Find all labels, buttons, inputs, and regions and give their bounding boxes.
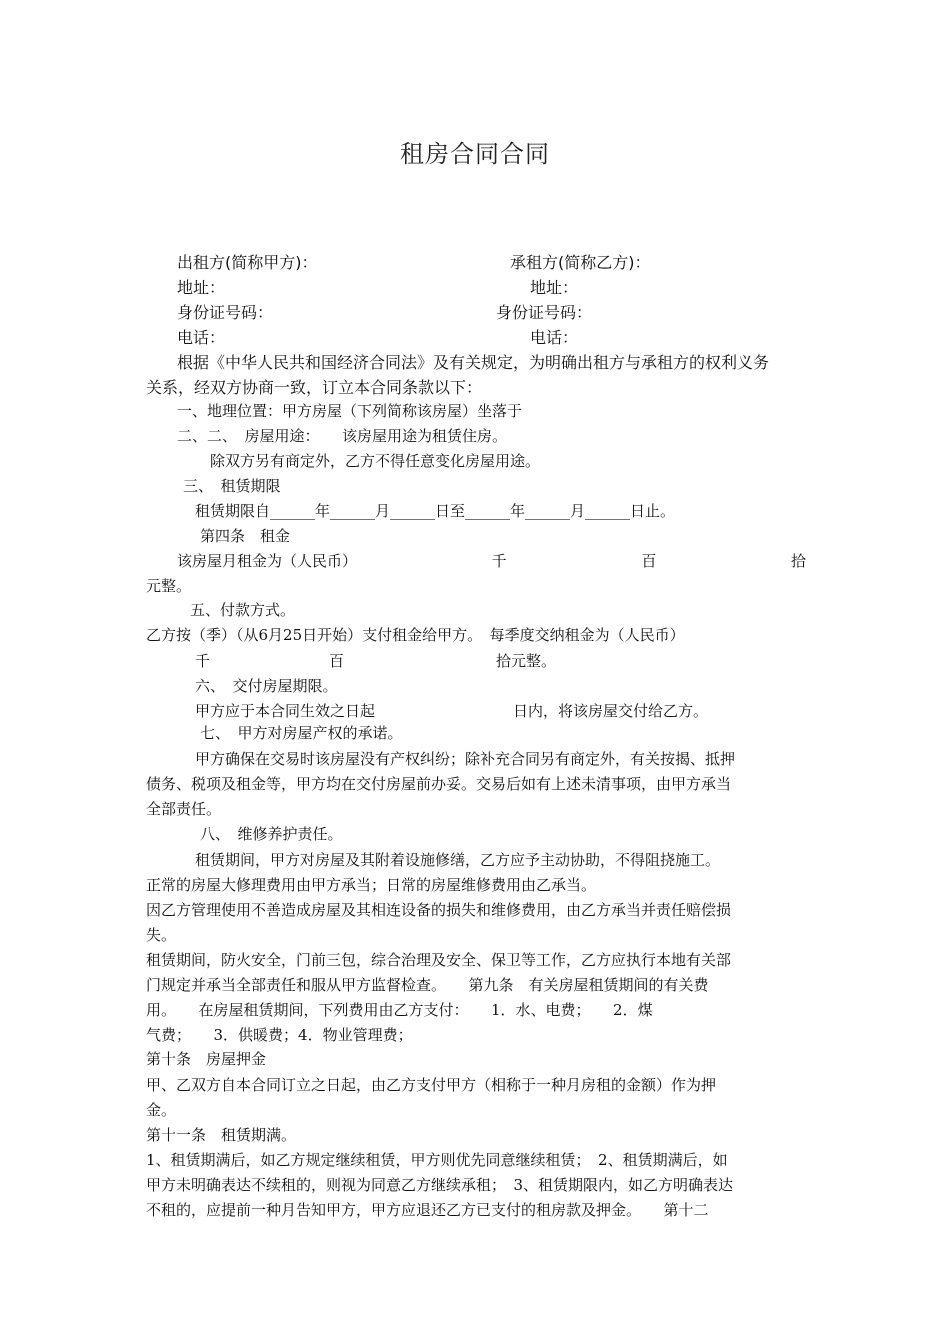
- clause-payment-heading: 五、付款方式。: [190, 601, 296, 619]
- landlord-label: 出租方(简称甲方)：: [177, 253, 318, 272]
- preamble-line: 关系，经双方协商一致，订立本合同条款以下：: [146, 378, 483, 397]
- clause-maintenance-text: 失。: [146, 926, 177, 944]
- clause-rent-heading: 第四条 租金: [200, 527, 291, 545]
- clause-expiry-heading: 第十一条 租赁期满。: [146, 1126, 297, 1144]
- clause-ownership-text: 债务、税项及租金等，甲方均在交付房屋前办妥。交易后如有上述未清事项，由甲方承当: [146, 775, 732, 793]
- document-title: 租房合同合同: [400, 140, 550, 168]
- rent-hundred: 百: [641, 552, 657, 570]
- clause-deposit-heading: 第十条 房屋押金: [146, 1050, 267, 1068]
- rent-amount-label: 该房屋月租金为（人民币）: [177, 552, 358, 570]
- rent-amount-line: [177, 551, 806, 571]
- clause-fees-text: 气费； 3．供暖费；4．物业管理费；: [146, 1026, 413, 1044]
- clause-delivery-heading: 六、 交付房屋期限。: [195, 677, 338, 695]
- clause-ownership-heading: 七、 甲方对房屋产权的承诺。: [200, 724, 403, 742]
- clause-safety-text: 门规定并承当全部责任和服从甲方监督检查。 第九条 有关房屋租赁期间的有关费: [146, 976, 709, 994]
- preamble-line: 根据《中华人民共和国经济合同法》及有关规定，为明确出租方与承租方的权利义务: [177, 353, 770, 372]
- clause-term-heading: 三、 租赁期限: [183, 477, 281, 495]
- clause-maintenance-text: 因乙方管理使用不善造成房屋及其相连设备的损失和维修费用，由乙方承当并责任赔偿损: [146, 901, 732, 919]
- clause-expiry-text: 不租的，应提前一种月告知甲方，甲方应退还乙方已支付的租房款及押金。 第十二: [146, 1201, 709, 1219]
- clause-maintenance-heading: 八、 维修养护责任。: [200, 825, 343, 843]
- landlord-phone-label: 电话：: [177, 328, 226, 347]
- tenant-id-label: 身份证号码：: [496, 303, 593, 322]
- landlord-address-label: 地址：: [177, 278, 226, 297]
- tenant-label: 承租方(简称乙方)：: [510, 253, 651, 272]
- clause-fees-text: 用。 在房屋租赁期间，下列费用由乙方支付： 1．水、电费； 2．煤: [146, 1001, 653, 1019]
- clause-usage: 二、二、 房屋用途： 该房屋用途为租赁住房。: [177, 427, 508, 445]
- clause-term-dates: 租赁期限自______年______月______日至______年______月______日止。: [195, 502, 676, 520]
- clause-maintenance-text: 租赁期间，甲方对房屋及其附着设施修缮，乙方应予主动协助，不得阻挠施工。: [195, 851, 721, 869]
- clause-deposit-text: 甲、乙双方自本合同订立之日起，由乙方支付甲方（相称于一种月房租的金额）作为押: [146, 1076, 717, 1094]
- payment-hundred: 百: [329, 652, 345, 670]
- clause-delivery-text: 甲方应于本合同生效之日起: [195, 702, 376, 720]
- payment-thousand: 千: [195, 652, 211, 670]
- rent-ten: 拾: [790, 552, 806, 570]
- clause-safety-text: 租赁期间，防火安全，门前三包，综合治理及安全、保卫等工作，乙方应执行本地有关部: [146, 951, 732, 969]
- clause-usage-note: 除双方另有商定外，乙方不得任意变化房屋用途。: [210, 452, 541, 470]
- clause-ownership-text: 甲方确保在交易时该房屋没有产权纠纷；除补充合同另有商定外，有关按揭、抵押: [195, 750, 736, 768]
- clause-delivery-text-end: 日内，将该房屋交付给乙方。: [513, 702, 709, 720]
- clause-expiry-text: 1、租赁期满后，如乙方规定继续租赁，甲方则优先同意继续租赁； 2、租赁期满后，如: [146, 1151, 728, 1169]
- clause-expiry-text: 甲方未明确表达不续租的，则视为同意乙方继续承租； 3、租赁期限内，如乙方明确表达: [146, 1176, 734, 1194]
- clause-deposit-text: 金。: [146, 1101, 177, 1119]
- rent-thousand: 千: [491, 552, 507, 570]
- landlord-id-label: 身份证号码：: [177, 303, 274, 322]
- rent-amount-end: 元整。: [146, 577, 192, 595]
- tenant-address-label: 地址：: [530, 278, 579, 297]
- tenant-phone-label: 电话：: [530, 328, 579, 347]
- payment-ten: 拾元整。: [496, 652, 557, 670]
- clause-payment-text: 乙方按（季）（从6月25日开始）支付租金给甲方。 每季度交纳租金为（人民币）: [146, 626, 685, 644]
- clause-maintenance-text: 正常的房屋大修理费用由甲方承当；日常的房屋维修费用由乙承当。: [146, 876, 597, 894]
- clause-ownership-text: 全部责任。: [146, 800, 222, 818]
- clause-location: 一、地理位置：甲方房屋（下列简称该房屋）坐落于: [177, 402, 523, 420]
